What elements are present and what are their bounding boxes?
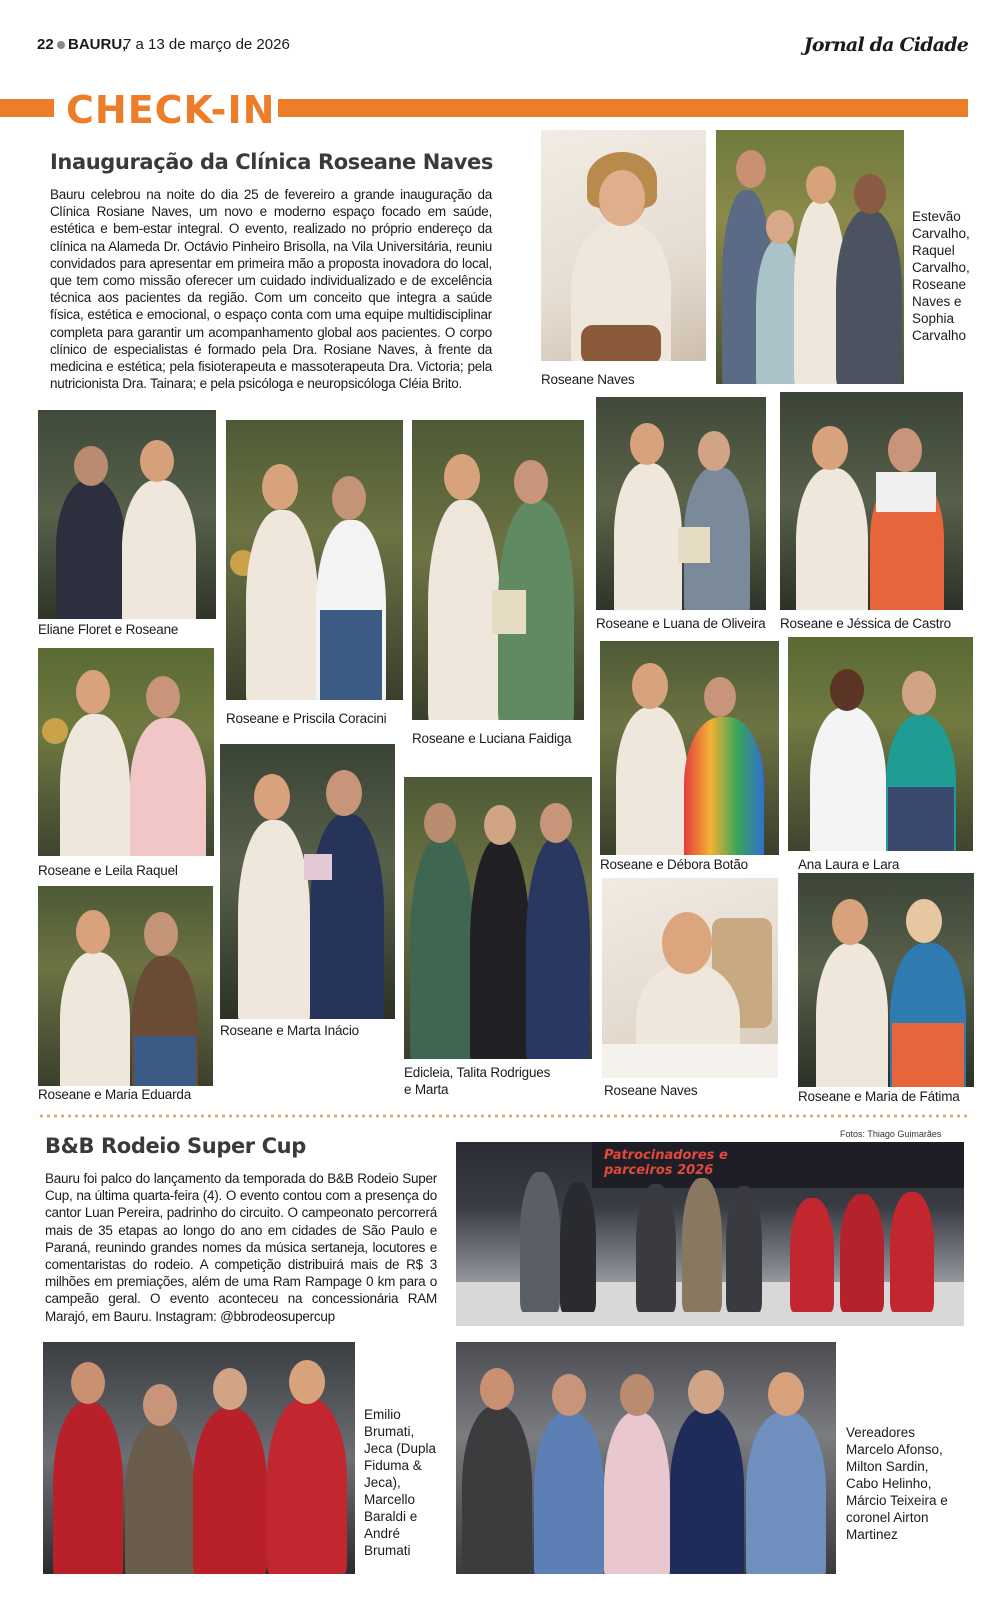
section-divider (38, 1114, 968, 1118)
photo-maria-eduarda-roseane (38, 886, 213, 1086)
caption: Roseane e Jéssica de Castro (780, 616, 951, 631)
caption: Roseane e Maria Eduarda (38, 1087, 191, 1102)
caption-side: Estevão Carvalho, Raquel Carvalho, Roseane Naves e Sophia Carvalho (912, 209, 970, 343)
stage-banner-text: Patrocinadores e parceiros 2026 (604, 1148, 728, 1178)
caption: Roseane Naves (604, 1083, 698, 1098)
photo-luciana-roseane (412, 420, 584, 720)
caption-side: Emilio Brumati, Jeca (Dupla Fiduma & Jeca), Marcello Baraldi e André Brumati (364, 1407, 437, 1558)
caption-side: Vereadores Marcelo Afonso, Milton Sardin, Cabo Helinho, Márcio Teixeira e coronel Airton Martinez (846, 1425, 948, 1542)
caption: Roseane e Priscila Coracini (226, 711, 387, 726)
article-headline: B&B Rodeio Super Cup (45, 1134, 306, 1158)
photo-debora-roseane (600, 641, 779, 855)
caption: Roseane Naves (541, 372, 635, 387)
caption: Roseane e Marta Inácio (220, 1023, 359, 1038)
caption: Roseane e Luana de Oliveira (596, 616, 766, 631)
caption: Ana Laura e Lara (798, 857, 900, 872)
photo-ana-laura-lara (788, 637, 973, 851)
article-body: Bauru celebrou na noite do dia 25 de fevereiro a grande inauguração da Clínica Rosiane Naves, um novo e moderno espaço focado em saúde, estética e bem-estar integral. O evento, realizado no próprio endereço da clínica na Alameda Dr. Octávio Pinheiro Brisolla, na Vila Universitária, reuniu convidados para apresentar em primeira mão a proposta inovadora do local, que tem como missão oferecer um cuidado individualizado e de excelência técnica aos pacientes da região. Com um conceito que integra a saúde física, estética e emocional, o espaço conta com uma equipe multidisciplinar completa para garantir um acompanhamento global aos pacientes. O corpo clínico de especialistas é formado pela Dra. Rosiane Naves, à frente da medicina e estética; pela fisioterapeuta e massoterapeuta Dra. Victoria; pela nutricionista Dra. Tainara; e pela psicóloga e neuropsicóloga Cléia Brito. (50, 187, 492, 392)
photo-leila-roseane (38, 648, 214, 856)
photo-vereadores-group (456, 1342, 836, 1574)
photo-edicleia-talita-marta (404, 777, 592, 1059)
page-header (37, 34, 972, 58)
header-date: 7 a 13 de março de 2026 (123, 36, 290, 53)
caption: Roseane e Luciana Faidiga (412, 731, 572, 746)
photo-credit: Fotos: Thiago Guimarães (840, 1129, 942, 1139)
header-city: BAURU, (68, 36, 127, 53)
caption: Roseane e Débora Botão (600, 857, 748, 872)
photo-eliane-roseane (38, 410, 216, 619)
photo-priscila-roseane (226, 420, 403, 700)
photo-stage-event (456, 1142, 964, 1326)
caption: Eliane Floret e Roseane (38, 622, 179, 637)
photo-family-group (716, 130, 904, 384)
caption: Roseane e Leila Raquel (38, 863, 178, 878)
caption: Roseane e Maria de Fátima (798, 1089, 960, 1104)
section-title: CHECK-IN (66, 88, 276, 132)
photo-brumati-group (43, 1342, 355, 1574)
photo-maria-de-fatima-roseane (798, 873, 974, 1087)
photo-roseane-portrait (541, 130, 706, 361)
article-body: Bauru foi palco do lançamento da temporada do B&B Rodeio Super Cup, na última quarta-feira (4). O evento contou com a presença do cantor Luan Pereira, padrinho do circuito. O campeonato percorrerá mais de 35 etapas ao longo do ano em cidades de São Paulo e Paraná, reunindo grandes nomes da música sertaneja, locutores e comentaristas do rodeio. A competição distribuirá mais de R$ 3 milhões em premiações, além de uma Ram Rampage 0 km para o campeão geral. O evento aconteceu na concessionária RAM Marajó, em Bauru. Instagram: @bbrodeosupercup (45, 1171, 437, 1324)
photo-jessica-roseane (780, 392, 963, 610)
article-headline: Inauguração da Clínica Roseane Naves (50, 150, 493, 174)
caption: Edicleia, Talita Rodrigues e Marta (404, 1065, 551, 1097)
bullet-dot-icon (57, 41, 65, 49)
section-banner (0, 90, 1006, 130)
banner-bar-left (0, 99, 54, 117)
photo-marta-roseane (220, 744, 395, 1019)
banner-bar-right (278, 99, 968, 117)
masthead-logo: Jornal da Cidade (803, 34, 968, 56)
photo-roseane-desk (602, 878, 778, 1078)
photo-luana-roseane (596, 397, 766, 610)
page-number: 22 (37, 36, 54, 53)
